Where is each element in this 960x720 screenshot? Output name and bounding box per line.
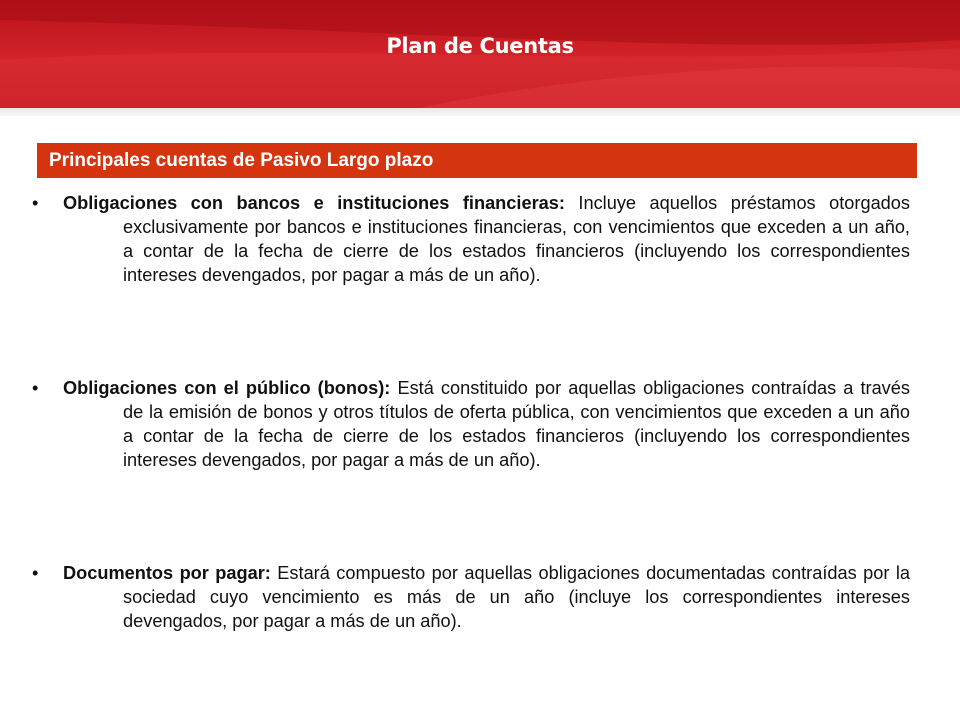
bullet-text: Incluye aquellos préstamos otorgados exclusivamente por bancos e instituciones financieras, con vencimientos que exceden a un año, a contar de la fecha de cierre de los estados financieros (incluyendo los correspondientes intereses devengados, por pagar a más de un año). [123,193,911,285]
section-subtitle-bar [37,143,917,178]
bullet-marker: • [32,378,39,398]
bullet-paragraph [63,191,910,287]
header-banner [0,0,960,108]
bullet-paragraph [63,376,910,472]
bullet-text: Está constituido por aquellas obligaciones contraídas a través de la emisión de bonos y otros títulos de oferta pública, con vencimientos que exceden a un año a contar de la fecha de cierre de los estados financieros (incluyendo los correspondientes intereses devengados, por pagar a más de un año). [123,378,910,470]
bullet-term: Documentos por pagar: [63,563,271,583]
header-divider [0,108,960,116]
list-item [32,376,910,472]
bullet-term: Obligaciones con bancos e instituciones financieras: [63,193,565,213]
bullet-term: Obligaciones con el público (bonos): [63,378,391,398]
page-title: Plan de Cuentas [386,34,574,58]
bullet-marker: • [32,563,39,583]
list-item [32,191,910,287]
bullet-paragraph [63,561,910,633]
section-subtitle: Principales cuentas de Pasivo Largo plazo [49,150,434,171]
bullet-marker: • [32,193,39,213]
bullet-text: Estará compuesto por aquellas obligaciones documentadas contraídas por la sociedad cuyo vencimiento es más de un año (incluye los correspondientes intereses devengados, por pagar a más de un año). [123,563,910,631]
list-item [32,561,910,633]
